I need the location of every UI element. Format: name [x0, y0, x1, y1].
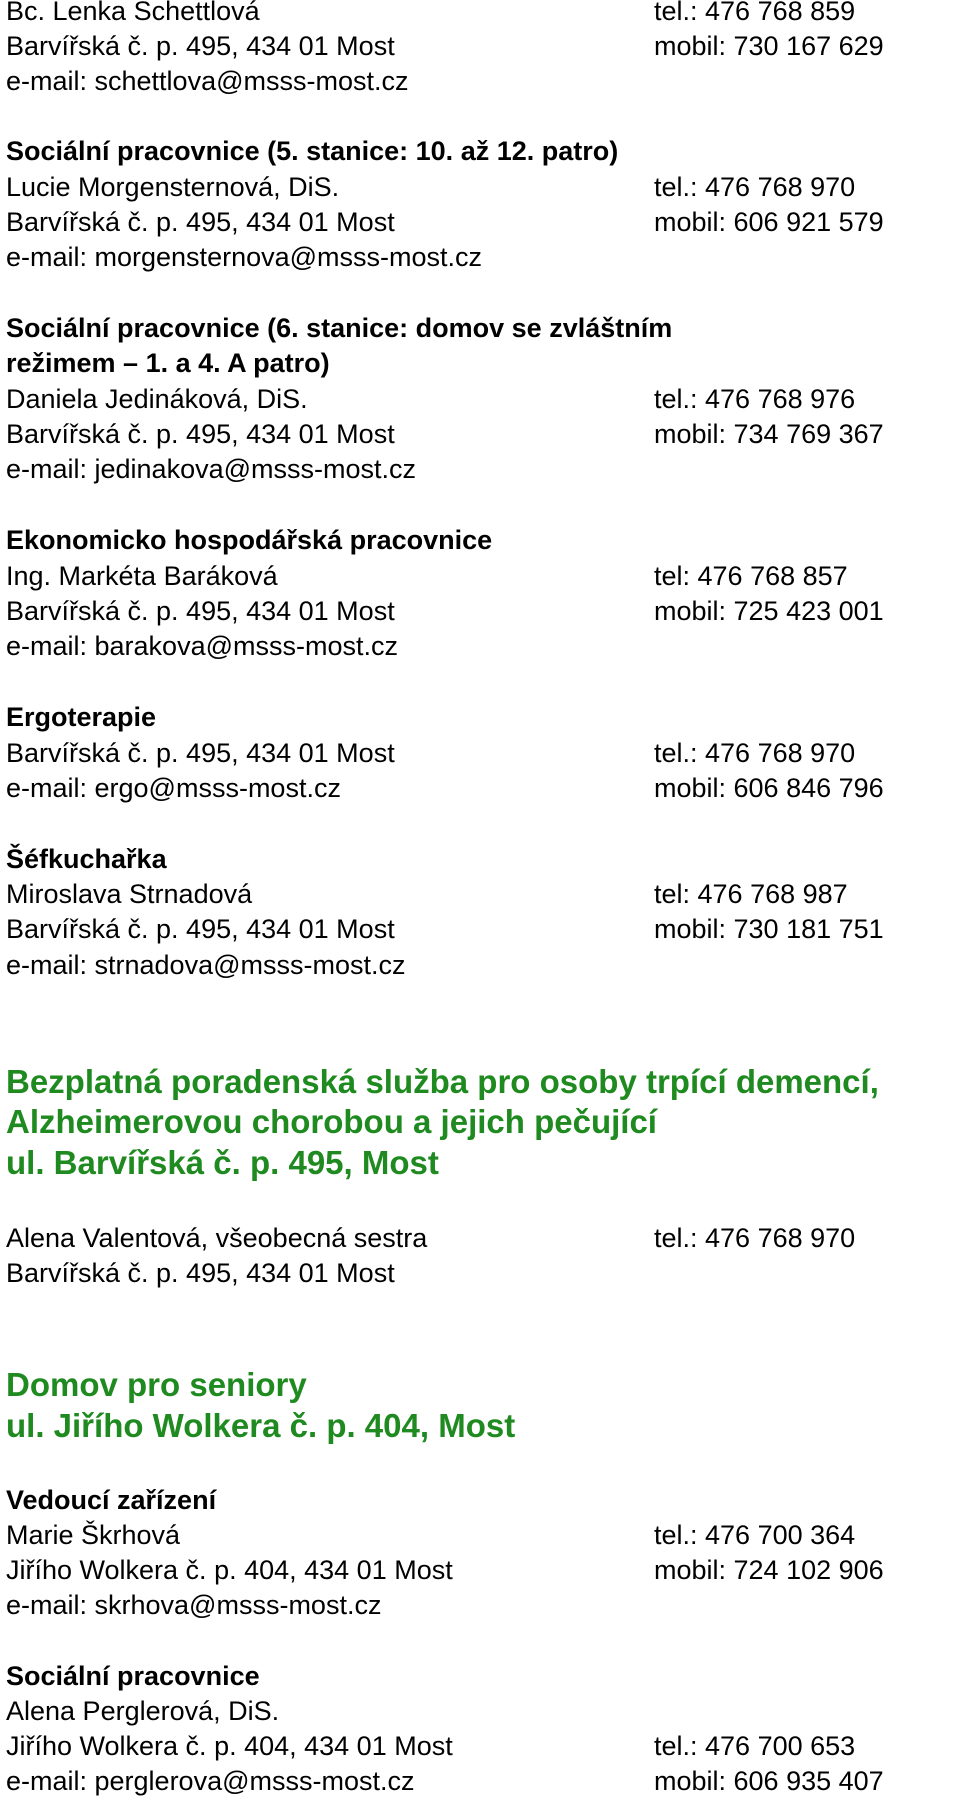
section-heading: Ekonomicko hospodářská pracovnice	[6, 525, 493, 555]
section-heading: Vedoucí zařízení	[6, 1485, 217, 1515]
contact-email: e-mail: strnadova@msss-most.cz	[6, 950, 406, 980]
contact-tel: tel.: 476 700 364	[654, 1520, 856, 1550]
contact-address: Barvířská č. p. 495, 434 01 Most	[6, 1258, 395, 1288]
contact-mobile: mobil: 730 181 751	[654, 914, 884, 944]
section-heading: Ergoterapie	[6, 702, 157, 732]
contact-tel: tel: 476 768 857	[654, 561, 848, 591]
green-title-address: ul. Barvířská č. p. 495, Most	[6, 1144, 439, 1181]
section-heading: Šéfkuchařka	[6, 844, 167, 874]
contact-email: e-mail: jedinakova@msss-most.cz	[6, 454, 417, 484]
contact-name: Daniela Jedináková, DiS.	[6, 384, 308, 414]
contact-address: Jiřího Wolkera č. p. 404, 434 01 Most	[6, 1555, 453, 1585]
green-title: Bezplatná poradenská služba pro osoby trpící demencí,	[6, 1063, 879, 1100]
contact-email: e-mail: ergo@msss-most.cz	[6, 773, 341, 803]
contact-tel: tel.: 476 768 970	[654, 172, 856, 202]
contact-email: e-mail: schettlova@msss-most.cz	[6, 66, 409, 96]
contact-mobile: mobil: 725 423 001	[654, 596, 884, 626]
contact-name: Marie Škrhová	[6, 1520, 181, 1550]
contact-address: Jiřího Wolkera č. p. 404, 434 01 Most	[6, 1731, 453, 1761]
contact-name: Lucie Morgensternová, DiS.	[6, 172, 340, 202]
contact-name: Alena Perglerová, DiS.	[6, 1696, 280, 1726]
contact-name: Miroslava Strnadová	[6, 879, 253, 909]
contact-email: e-mail: skrhova@msss-most.cz	[6, 1590, 382, 1620]
contact-mobile: mobil: 730 167 629	[654, 31, 884, 61]
section-heading: Sociální pracovnice (6. stanice: domov se zvláštním	[6, 313, 673, 343]
contact-address: Barvířská č. p. 495, 434 01 Most	[6, 738, 395, 768]
contact-mobile: mobil: 606 921 579	[654, 207, 884, 237]
contact-tel: tel.: 476 768 859	[654, 0, 856, 26]
green-title: Domov pro seniory	[6, 1366, 307, 1403]
contact-email: e-mail: barakova@msss-most.cz	[6, 631, 398, 661]
contact-mobile: mobil: 606 846 796	[654, 773, 884, 803]
contact-address: Barvířská č. p. 495, 434 01 Most	[6, 419, 395, 449]
contact-address: Barvířská č. p. 495, 434 01 Most	[6, 207, 395, 237]
contact-email: e-mail: morgensternova@msss-most.cz	[6, 242, 483, 272]
contact-name: Alena Valentová, všeobecná sestra	[6, 1223, 428, 1253]
green-title: Alzheimerovou chorobou a jejich pečující	[6, 1103, 657, 1140]
contact-name: Bc. Lenka Schettlová	[6, 0, 260, 26]
contact-address: Barvířská č. p. 495, 434 01 Most	[6, 31, 395, 61]
contact-tel: tel.: 476 768 976	[654, 384, 856, 414]
contact-address: Barvířská č. p. 495, 434 01 Most	[6, 596, 395, 626]
contact-address: Barvířská č. p. 495, 434 01 Most	[6, 914, 395, 944]
contact-tel: tel.: 476 700 653	[654, 1731, 856, 1761]
contact-email: e-mail: perglerova@msss-most.cz	[6, 1766, 415, 1796]
section-heading: Sociální pracovnice (5. stanice: 10. až 12. patro)	[6, 136, 619, 166]
section-heading-cont: režimem – 1. a 4. A patro)	[6, 348, 330, 378]
contact-mobile: mobil: 734 769 367	[654, 419, 884, 449]
section-heading: Sociální pracovnice	[6, 1661, 260, 1691]
contact-mobile: mobil: 606 935 407	[654, 1766, 884, 1796]
contact-tel: tel.: 476 768 970	[654, 1223, 856, 1253]
contact-mobile: mobil: 724 102 906	[654, 1555, 884, 1585]
contact-name: Ing. Markéta Baráková	[6, 561, 278, 591]
contact-tel: tel: 476 768 987	[654, 879, 848, 909]
contact-tel: tel.: 476 768 970	[654, 738, 856, 768]
green-title-address: ul. Jiřího Wolkera č. p. 404, Most	[6, 1407, 516, 1444]
